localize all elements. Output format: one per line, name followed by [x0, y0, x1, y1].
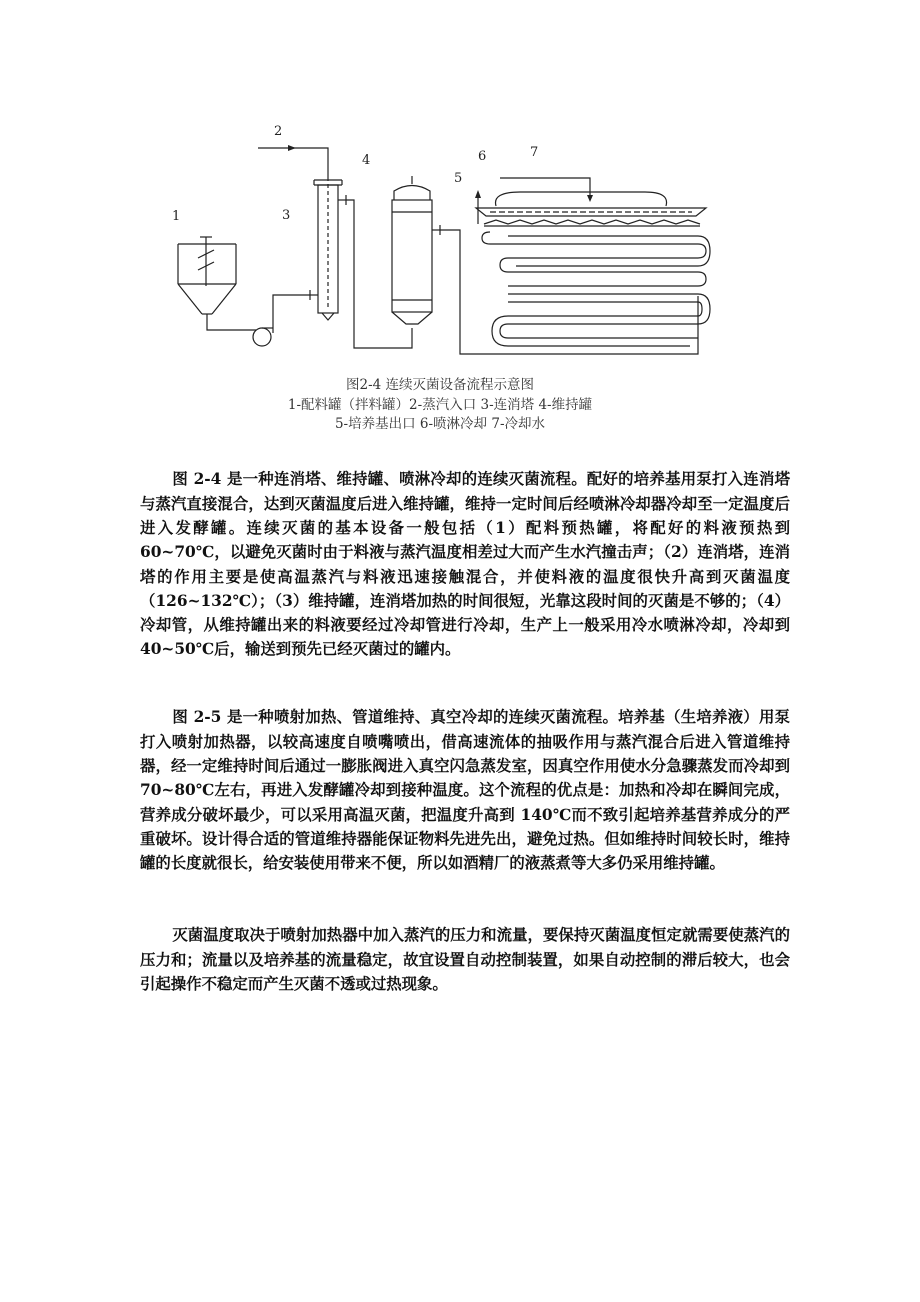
- sterilizing-tower: [310, 177, 346, 320]
- label-7: 7: [530, 145, 539, 160]
- flow-diagram: [160, 118, 720, 368]
- figure-caption-legend-2: 5-培养基出口 6-喷淋冷却 7-冷却水: [334, 416, 546, 432]
- figure-caption-legend-1: 1-配料罐（拌料罐）2-蒸汽入口 3-连消塔 4-维持罐: [287, 397, 593, 413]
- label-1: 1: [172, 209, 181, 224]
- paragraph-sterilization-temperature: 灭菌温度取决于喷射加热器中加入蒸汽的压力和流量，要保持灭菌温度恒定就需要使蒸汽的压力和；流量以及培养基的流量稳定，故宜设置自动控制装置，如果自动控制的滞后较大，也会引起操作不稳定而产生灭菌不透或过热现象。: [140, 926, 790, 993]
- mixing-tank: [178, 237, 236, 314]
- holding-tank: [392, 176, 440, 324]
- pump: [253, 328, 271, 346]
- paragraph-fig-2-4: 图 2-4 是一种连消塔、维持罐、喷淋冷却的连续灭菌流程。配好的培养基用泵打入连消塔与蒸汽直接混合，达到灭菌温度后进入维持罐，维持一定时间后经喷淋冷却器冷却至一定温度后进入发酵罐。连续灭菌的基本设备一般包括（1）配料预热罐，将配好的料液预热到 60~70℃，以避免灭菌时由于料液与蒸汽温度相差过大而产生水汽撞击声；（2）连消塔，连消塔的作用主要是使高温蒸汽与料液迅速接触混合，并使料液的温度很快升高到灭菌温度（126~132℃）；（3）维持罐，连消塔加热的时间很短，光靠这段时间的灭菌是不够的；（4）冷却管，从维持罐出来的料液要经过冷却管进行冷却，生产上一般采用冷水喷淋冷却，冷却到 40~50℃后，输送到预先已经灭菌过的罐内。: [140, 470, 790, 659]
- label-5: 5: [454, 171, 463, 186]
- figure-caption-title: 图2-4 连续灭菌设备流程示意图: [345, 377, 535, 393]
- flow-diagram-svg: [160, 118, 720, 368]
- paragraph-fig-2-5: 图 2-5 是一种喷射加热、管道维持、真空冷却的连续灭菌流程。培养基（生培养液）用泵打入喷射加热器，以较高速度自喷嘴喷出，借高速流体的抽吸作用与蒸汽混合后进入管道维持器，经一定维持时间后通过一膨胀阀进入真空闪急蒸发室，因真空作用使水分急骤蒸发而冷却到 70~80℃左右，再进入发酵罐冷却到接种温度。这个流程的优点是：加热和冷却在瞬间完成，营养成分破坏最少，可以采用高温灭菌，把温度升高到 140℃而不致引起培养基营养成分的严重破坏。设计得合适的管道维持器能保证物料先进先出，避免过热。但如维持时间较长时，维持罐的长度就很长，给安装使用带来不便，所以如酒精厂的液蒸煮等大多仍采用维持罐。: [140, 708, 790, 873]
- label-6: 6: [478, 149, 487, 164]
- spray-cooler: [476, 192, 710, 346]
- label-2: 2: [274, 124, 283, 139]
- label-4: 4: [362, 153, 371, 168]
- label-3: 3: [282, 208, 291, 223]
